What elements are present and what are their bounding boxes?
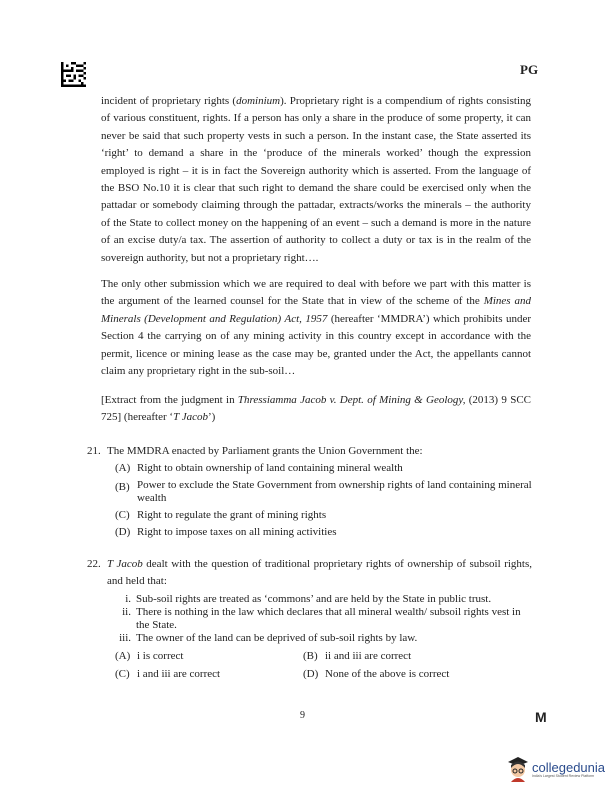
option-c (115, 666, 303, 683)
option-text: Right to regulate the grant of mining rights (137, 509, 327, 521)
option-label: (A) (115, 650, 131, 662)
option-text: Right to obtain ownership of land containing mineral wealth (137, 462, 403, 474)
passage-paragraph-1 (101, 93, 531, 267)
statement-label: ii. (122, 606, 131, 618)
option-label: (B) (115, 481, 130, 493)
brand-name: collegedunia (532, 759, 606, 775)
option-label: (D) (115, 526, 131, 538)
statement-text: Sub-soil rights are treated as ‘commons’ and are held by the State in public trust. (136, 593, 492, 605)
text: (2013) 9 SCC 725] (hereafter ‘ (101, 394, 531, 424)
text: [Extract from the judgment in (101, 394, 238, 406)
option-label: (A) (115, 462, 131, 474)
statement-iii (107, 632, 532, 645)
option-b (303, 648, 503, 665)
italic-term: dominium (236, 95, 281, 107)
text: ). Proprietary right is a compendium of rights consisting of various constituent, rights. If a person has only a share in the produce of some property, it can never be said that such property vests in such a person. In the instant case, the State asserted its ‘right’ to demand a share in the ‘produce of the minerals worked’ though the expression employed is right – it is in fact the Sovereign authority which is asserted. From the language of the BSO No.10 it is clear that such right to demand the share could be exercised only when the pattadar or somebody claiming through the pattadar, extracts/works the minerals – the authority of the State to collect money on the happening of an event – such a demand is more in the nature of an excise duty/a tax. The assertion of authority to collect a duty or tax is in the realm of the sovereign authority, but not a proprietary right…. (101, 95, 532, 264)
question-stem: The MMDRA enacted by Parliament grants the Union Government the: (107, 445, 423, 457)
option-c (115, 507, 532, 524)
page-number: 9 (300, 710, 305, 721)
case-name: Thressiamma Jacob v. Dept. of Mining & Geology, (237, 394, 466, 406)
text: ’) (208, 411, 216, 424)
option-a (115, 460, 532, 477)
collegedunia-logo (506, 756, 605, 782)
qr-code (61, 62, 86, 87)
statement-text: The owner of the land can be deprived of sub-soil rights by law. (136, 632, 418, 644)
text: (hereafter ‘MMDRA’) which prohibits under Section 4 the carrying on of any mining activity in this country except in accordance with the permit, licence or mining lease as the case may be, granted under the Act, the appellants cannot claim any proprietary right in the sub-soil… (101, 312, 531, 378)
case-short: T Jacob (107, 558, 143, 570)
statement-text: There is nothing in the law which declares that all mineral wealth/ subsoil rights vest in the State. (136, 606, 521, 631)
tagline: India's Largest Student Review Platform (532, 773, 595, 778)
option-label: (B) (303, 650, 318, 662)
statement-label: iii. (119, 632, 131, 644)
paper-code: PG (520, 62, 539, 77)
statement-ii (107, 606, 532, 632)
option-label: (D) (303, 668, 319, 680)
option-label: (C) (115, 509, 130, 521)
option-text: ii and iii are correct (325, 650, 412, 662)
option-label: (C) (115, 668, 130, 680)
question-number: 21. (87, 445, 101, 457)
question-21 (87, 443, 532, 541)
set-mark: M (535, 709, 547, 725)
text: The only other submission which we are required to deal with before we part with this matter is the argument of the learned counsel for the State that in view of the scheme of the (101, 278, 531, 308)
text: dealt with the question of traditional proprietary rights of ownership of subsoil rights, and held that: (107, 558, 533, 587)
text: incident of proprietary rights ( (101, 95, 237, 107)
option-a (115, 648, 303, 665)
question-22 (87, 556, 532, 683)
option-text: Power to exclude the State Government from ownership rights of land containing mineral wealth (137, 479, 532, 504)
question-number: 22. (87, 558, 101, 570)
option-text: i is correct (137, 650, 184, 662)
option-d (115, 524, 532, 541)
passage-paragraph-2 (101, 276, 531, 380)
option-b (115, 479, 532, 505)
statement-label: i. (125, 593, 131, 605)
case-short: T Jacob (173, 411, 209, 424)
act-name: Mines and Minerals (Development and Regulation) Act, 1957 (101, 295, 531, 325)
mascot-icon (506, 756, 530, 782)
option-text: Right to impose taxes on all mining activities (137, 526, 337, 538)
question-stem (107, 556, 532, 590)
citation (101, 392, 531, 427)
option-d (303, 666, 503, 683)
option-text: i and iii are correct (137, 668, 221, 680)
statement-i (107, 593, 532, 606)
option-text: None of the above is correct (325, 668, 450, 680)
